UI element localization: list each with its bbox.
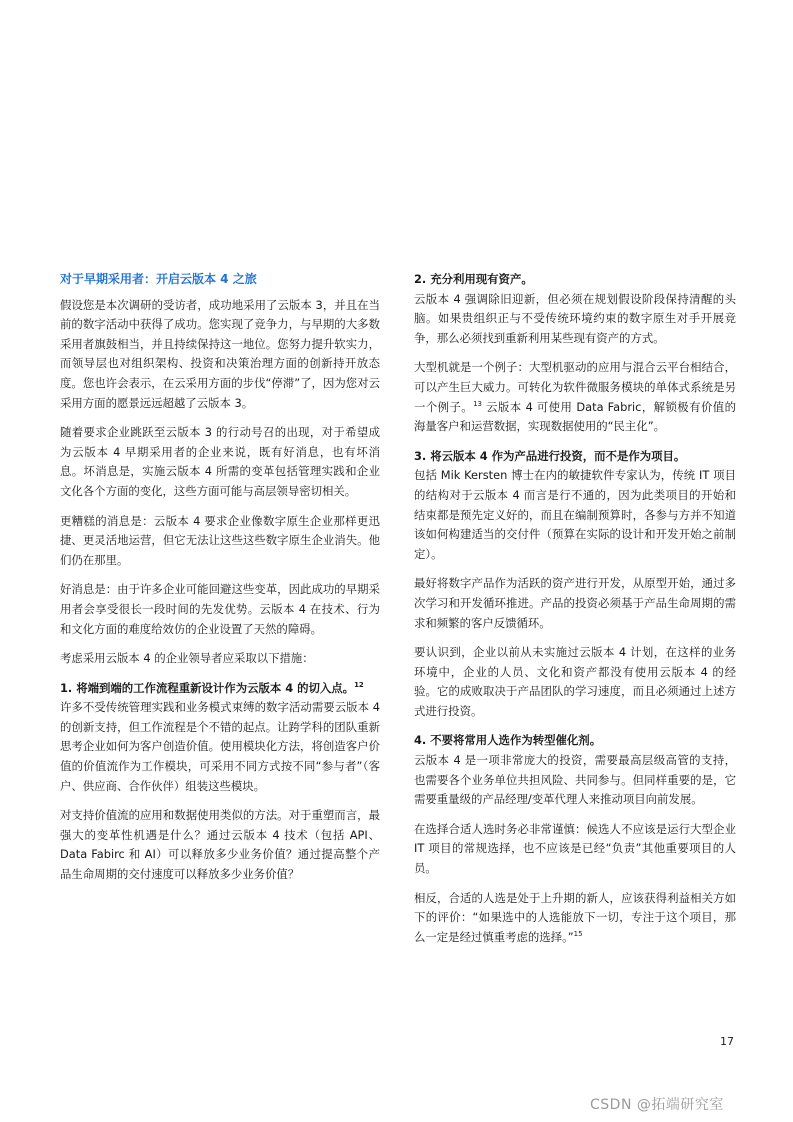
right-column bbox=[414, 270, 736, 957]
paragraph: 更糟糕的消息是：云版本 4 要求企业像数字原生企业那样更迅捷、更灵活地运营，但它无法让这些这些数字原生企业消失。他们仍在那里。 bbox=[60, 513, 380, 567]
paragraph: 考虑采用云版本 4 的企业领导者应采取以下措施： bbox=[60, 651, 314, 666]
paragraph: 好消息是：由于许多企业可能回避这些变革，因此成功的早期采用者会享受很长一段时间的先发优势。云版本 4 在技术、行为和文化方面的难度给效仿的企业设置了天然的障碍。 bbox=[60, 582, 380, 636]
step-4-title: 4. 不要将常用人选作为转型催化剂。 bbox=[414, 733, 602, 748]
paragraph: 相反，合适的人选是处于上升期的新人，应该获得利益相关方如下的评价：“如果选中的人选能放下一切，专注于这个项目，那么一定是经过慎重考虑的选择。”$^{15}$ bbox=[414, 890, 736, 944]
step-3-title: 3. 将云版本 4 作为产品进行投资，而不是作为项目。 bbox=[414, 448, 686, 463]
intro-paragraph: 假设您是本次调研的受访者，成功地采用了云版本 3，并且在当前的数字活动中获得了成功。您实现了竞争力，与早期的大多数采用者旗鼓相当，并且持续保持这一地位。您努力提升软实力，而领导层也对组织架构、投资和决策治理方面的创新持开放态度。您也许会表示，在云采用方面的步伐“停滞”了，因为您对云采用方面的愿景远远超越了云版本 3。 bbox=[60, 297, 380, 410]
step-2-title: 2. 充分利用现有资产。 bbox=[414, 272, 533, 286]
watermark: CSDN @拓端研究室 bbox=[590, 1097, 724, 1113]
paragraph: 最好将数字产品作为活跃的资产进行开发，从原型开始，通过多次学习和开发循环推进。产品的投资必须基于产品生命周期的需求和频繁的客户反馈循环。 bbox=[414, 576, 736, 630]
paragraph: 云版本 4 强调除旧迎新，但必须在规划假设阶段保持清醒的头脑。如果贵组织正与不受传统环境约束的数字原生对手开展竞争，那么必须找到重新利用某些现有资产的方式。 bbox=[414, 291, 736, 345]
left-column bbox=[60, 270, 380, 895]
section-heading: 对于早期采用者：开启云版本 4 之旅 bbox=[60, 272, 257, 286]
paragraph: 大型机就是一个例子：大型机驱动的应用与混合云平台相结合，可以产生巨大威力。可转化为软件微服务模块的单体式系统是另一个例子。$^{13}$ 云版本 4 可使用 Data Fabric，解锁极有价值的海量客户和运营数据，实现数据使用的“民主化”。 bbox=[414, 360, 736, 434]
page-number: 17 bbox=[720, 1035, 734, 1048]
paragraph: 包括 Mik Kersten 博士在内的敏捷软件专家认为，传统 IT 项目的结构对于云版本 4 而言是行不通的，因为此类项目的开始和结束都是预先定义好的，而且在编制预算时，各参与方并不知道该如何构建适当的交付件（预算在实际的设计和开发开始之前制定）。 bbox=[414, 468, 736, 561]
paragraph: 对支持价值流的应用和数据使用类似的方法。对于重塑而言，最强大的变革性机遇是什么？通过云版本 4 技术（包括 API、Data Fabirc 和 AI）可以释放多少业务价值？通过提高整个产品生命周期的交付速度可以释放多少业务价值？ bbox=[60, 808, 380, 882]
paragraph: 要认识到，企业以前从未实施过云版本 4 计划，在这样的业务环境中，企业的人员、文化和资产都没有使用云版本 4 的经验。它的成败取决于产品团队的学习速度，而且必须通过上述方式进行投资。 bbox=[414, 645, 736, 718]
paragraph: 许多不受传统管理实践和业务模式束缚的数字活动需要云版本 4 的创新支持，但工作流程是个不错的起点。让跨学科的团队重新思考企业如何为客户创造价值。使用模块化方法，将创造客户价值的价值流作为工作模块，可采用不同方式按不同“参与者”（客户、供应商、合作伙伴）组装这些模块。 bbox=[60, 700, 380, 793]
paragraph: 随着要求企业跳跃至云版本 3 的行动号召的出现，对于希望成为云版本 4 早期采用者的企业来说，既有好消息，也有坏消息。坏消息是，实施云版本 4 所需的变革包括管理实践和企业文化各个方面的变化，这些方面可能与高层领导密切相关。 bbox=[60, 425, 380, 498]
footnote-ref: 13 bbox=[473, 399, 483, 408]
footnote-ref: 15 bbox=[573, 930, 583, 939]
paragraph: 在选择合适人选时务必非常谨慎：候选人不应该是运行大型企业 IT 项目的常规选择，也不应该是已经“负责”其他重要项目的人员。 bbox=[414, 821, 736, 876]
paragraph: 云版本 4 是一项非常庞大的投资，需要最高层级高管的支持，也需要各个业务单位共担风险、共同参与。但同样重要的是，它需要重量级的产品经理/变革代理人来推动项目向前发展。 bbox=[414, 753, 736, 807]
footnote-ref: 12 bbox=[354, 680, 364, 689]
step-1-title: 1. 将端到端的工作流程重新设计作为云版本 4 的切入点。$^{12}$ bbox=[60, 680, 364, 695]
